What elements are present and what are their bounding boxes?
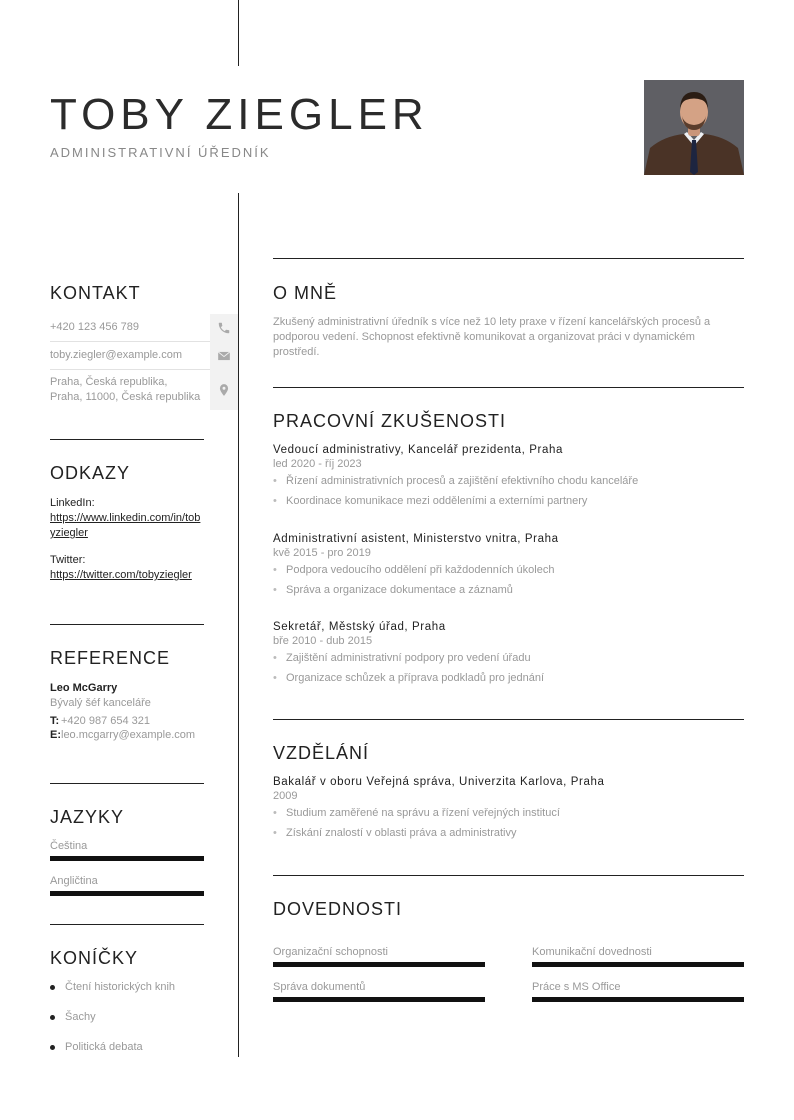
bullet-icon: [50, 985, 55, 990]
bullet-icon: [50, 1015, 55, 1020]
divider-links: [50, 624, 204, 625]
education-date: 2009: [273, 790, 298, 802]
vertical-divider-top: [238, 0, 239, 66]
divider-about-top: [273, 258, 744, 259]
reference-phone[interactable]: +420 987 654 321: [61, 715, 151, 727]
job-title: Vedoucí administrativy, Kancelář prezidenta, Praha: [273, 444, 563, 456]
skill-name: Komunikační dovednosti: [532, 946, 652, 958]
language-name: Angličtina: [50, 875, 98, 887]
job-entry: [273, 444, 744, 507]
contact-phone[interactable]: +420 123 456 789: [50, 321, 140, 333]
experience-heading: PRACOVNÍ ZKUŠENOSTI: [273, 411, 507, 431]
skill-item: [273, 981, 485, 1002]
skill-name: Práce s MS Office: [532, 981, 621, 993]
reference-heading: REFERENCE: [50, 648, 171, 668]
hobby-item: Politická debata: [50, 1041, 143, 1053]
bullet-icon: [50, 1045, 55, 1050]
job-title: Administrativní asistent, Ministerstvo vnitra, Praha: [273, 533, 559, 545]
education-bullet: • Studium zaměřené na správu a řízení veřejných institucí: [273, 807, 744, 819]
candidate-title: ADMINISTRATIVNÍ ÚŘEDNÍK: [50, 145, 271, 160]
skill-item: [532, 981, 744, 1002]
job-bullet: • Zajištění administrativní podpory pro vedení úřadu: [273, 652, 744, 664]
job-date: led 2020 - říj 2023: [273, 458, 362, 470]
twitter-label: Twitter:: [50, 554, 86, 566]
contact-address-line2: Praha, 11000, Česká republika: [50, 391, 201, 403]
education-title: Bakalář v oboru Veřejná správa, Univerzita Karlova, Praha: [273, 776, 605, 788]
language-item: [50, 840, 204, 861]
reference-email-label: E:: [50, 729, 61, 741]
hobby-item: Šachy: [50, 1011, 96, 1023]
reference-phone-row: [50, 714, 204, 728]
job-entry: [273, 621, 744, 684]
skill-level-bar: [273, 962, 485, 967]
link-twitter: [50, 553, 204, 583]
skill-item: [532, 946, 744, 967]
skill-level-bar: [532, 962, 744, 967]
skill-name: Správa dokumentů: [273, 981, 366, 993]
divider-education-top: [273, 719, 744, 720]
candidate-name: TOBY ZIEGLER: [50, 90, 429, 139]
contact-heading: KONTAKT: [50, 283, 141, 303]
links-heading: ODKAZY: [50, 463, 131, 483]
contact-phone-row: [50, 314, 238, 342]
reference-email[interactable]: leo.mcgarry@example.com: [61, 729, 196, 741]
vertical-divider-main: [238, 193, 239, 1057]
divider-contact: [50, 439, 204, 440]
reference-role: Bývalý šéf kanceláře: [50, 697, 151, 709]
reference-email-row: [50, 728, 204, 742]
hobby-item: Čtení historických knih: [50, 981, 175, 993]
education-heading: VZDĚLÁNÍ: [273, 743, 370, 763]
link-linkedin: [50, 496, 204, 541]
language-item: [50, 875, 204, 896]
job-bullet: • Správa a organizace dokumentace a záznamů: [273, 584, 744, 596]
skill-item: [273, 946, 485, 967]
reference-phone-label: T:: [50, 715, 60, 727]
languages-heading: JAZYKY: [50, 807, 125, 827]
job-bullet: • Řízení administrativních procesů a zajištění efektivního chodu kanceláře: [273, 475, 744, 487]
hobbies-heading: KONÍČKY: [50, 948, 139, 968]
profile-photo: [644, 80, 744, 175]
job-bullet: • Organizace schůzek a příprava podkladů pro jednání: [273, 672, 744, 684]
contact-address-line1: Praha, Česká republika,: [50, 376, 168, 388]
twitter-url[interactable]: https://twitter.com/tobyziegler: [50, 569, 192, 581]
skill-level-bar: [532, 997, 744, 1002]
job-date: bře 2010 - dub 2015: [273, 635, 373, 647]
skills-heading: DOVEDNOSTI: [273, 899, 403, 919]
reference-block: [50, 681, 204, 742]
job-bullet: • Koordinace komunikace mezi odděleními a externími partnery: [273, 495, 744, 507]
divider-experience-top: [273, 387, 744, 388]
contact-email-row: [50, 342, 238, 370]
linkedin-url[interactable]: https://www.linkedin.com/in/tobyziegler: [50, 512, 201, 539]
skill-name: Organizační schopnosti: [273, 946, 388, 958]
reference-name: Leo McGarry: [50, 682, 118, 694]
language-level-bar: [50, 891, 204, 896]
contact-email[interactable]: toby.ziegler@example.com: [50, 349, 183, 361]
job-entry: [273, 533, 744, 596]
job-date: kvě 2015 - pro 2019: [273, 547, 371, 559]
education-bullet: • Získání znalostí v oblasti práva a administrativy: [273, 827, 744, 839]
envelope-icon: [210, 342, 238, 370]
about-text: Zkušený administrativní úředník s více než 10 lety praxe v řízení kancelářských procesů a podporou vedení. Schopnost efektivně komunikovat a organizovat práci v dynamickém prostředí.: [273, 316, 711, 358]
skill-level-bar: [273, 997, 485, 1002]
phone-icon: [210, 314, 238, 342]
about-heading: O MNĚ: [273, 283, 338, 303]
education-entry: [273, 776, 744, 839]
contact-address-row: [50, 370, 238, 410]
divider-reference: [50, 783, 204, 784]
location-pin-icon: [210, 370, 238, 410]
divider-skills-top: [273, 875, 744, 876]
language-name: Čeština: [50, 840, 88, 852]
divider-languages: [50, 924, 204, 925]
language-level-bar: [50, 856, 204, 861]
linkedin-label: LinkedIn:: [50, 497, 95, 509]
job-title: Sekretář, Městský úřad, Praha: [273, 621, 446, 633]
job-bullet: • Podpora vedoucího oddělení při každodenních úkolech: [273, 564, 744, 576]
